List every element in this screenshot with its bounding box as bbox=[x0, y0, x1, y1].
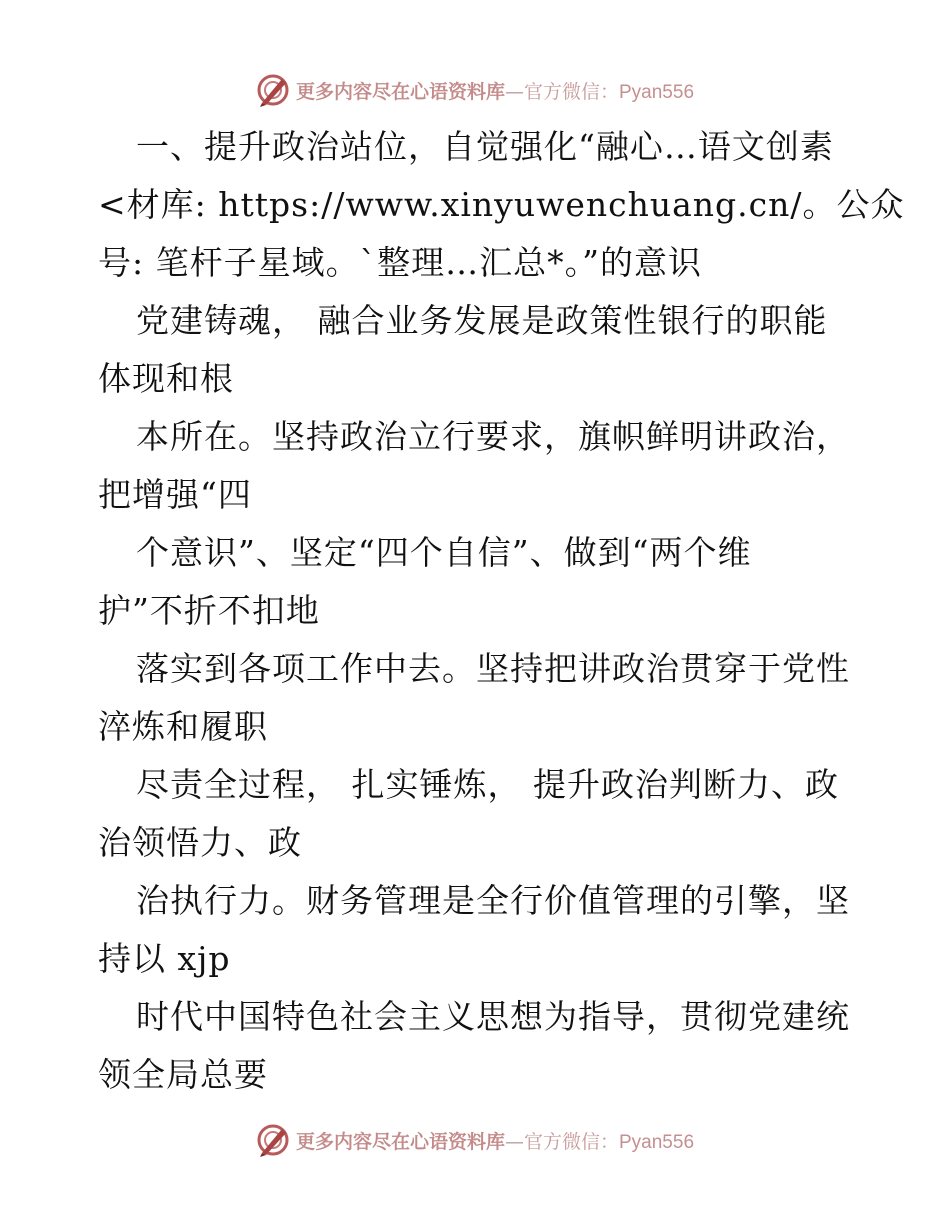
body-line: 持以 xjp bbox=[98, 939, 231, 978]
body-line: 护”不折不扣地 bbox=[98, 591, 320, 630]
pen-logo-icon bbox=[256, 73, 290, 107]
body-line: 一、提升政治站位，自觉强化“融心…语文创素 bbox=[136, 127, 834, 166]
body-line: 落实到各项工作中去。坚持把讲政治贯穿于党性 bbox=[136, 649, 850, 688]
header-wechat-label: 官方微信： bbox=[523, 80, 619, 103]
body-line: 党建铸魂， 融合业务发展是政策性银行的职能 bbox=[136, 301, 828, 340]
header-wechat-id: Pyan556 bbox=[619, 81, 695, 103]
footer-dash: — bbox=[504, 1130, 524, 1153]
body-line: 号: 笔杆子星域。`整理…汇总*。”的意识 bbox=[98, 243, 702, 282]
header-watermark-text bbox=[296, 77, 694, 104]
pen-logo-icon bbox=[256, 1123, 290, 1157]
body-line: 治执行力。财务管理是全行价值管理的引擎，坚 bbox=[136, 881, 850, 920]
header-site-name: 更多内容尽在心语资料库 bbox=[295, 80, 505, 103]
document-body bbox=[98, 118, 905, 1104]
body-line: 个意识”、坚定“四个自信”、做到“两个维 bbox=[136, 533, 752, 572]
body-line: 治领悟力、政 bbox=[98, 823, 302, 862]
body-line: 把增强“四 bbox=[98, 475, 252, 514]
body-line: 时代中国特色社会主义思想为指导，贯彻党建统 bbox=[136, 997, 850, 1036]
body-line: 淬炼和履职 bbox=[98, 707, 268, 746]
body-line: 领全局总要 bbox=[98, 1055, 268, 1094]
header-watermark-banner bbox=[0, 70, 950, 110]
footer-watermark-text bbox=[296, 1127, 694, 1154]
footer-watermark-banner bbox=[0, 1120, 950, 1160]
header-dash: — bbox=[504, 80, 524, 103]
body-line: 体现和根 bbox=[98, 359, 234, 398]
footer-wechat-label: 官方微信： bbox=[523, 1130, 619, 1153]
footer-wechat-id: Pyan556 bbox=[619, 1131, 695, 1153]
footer-site-name: 更多内容尽在心语资料库 bbox=[295, 1130, 505, 1153]
body-line: 尽责全过程， 扎实锤炼， 提升政治判断力、政 bbox=[136, 765, 839, 804]
body-line: <材库: https://www.xinyuwenchuang.cn/。公众 bbox=[98, 185, 905, 224]
body-line: 本所在。坚持政治立行要求，旗帜鲜明讲政治， bbox=[136, 417, 850, 456]
